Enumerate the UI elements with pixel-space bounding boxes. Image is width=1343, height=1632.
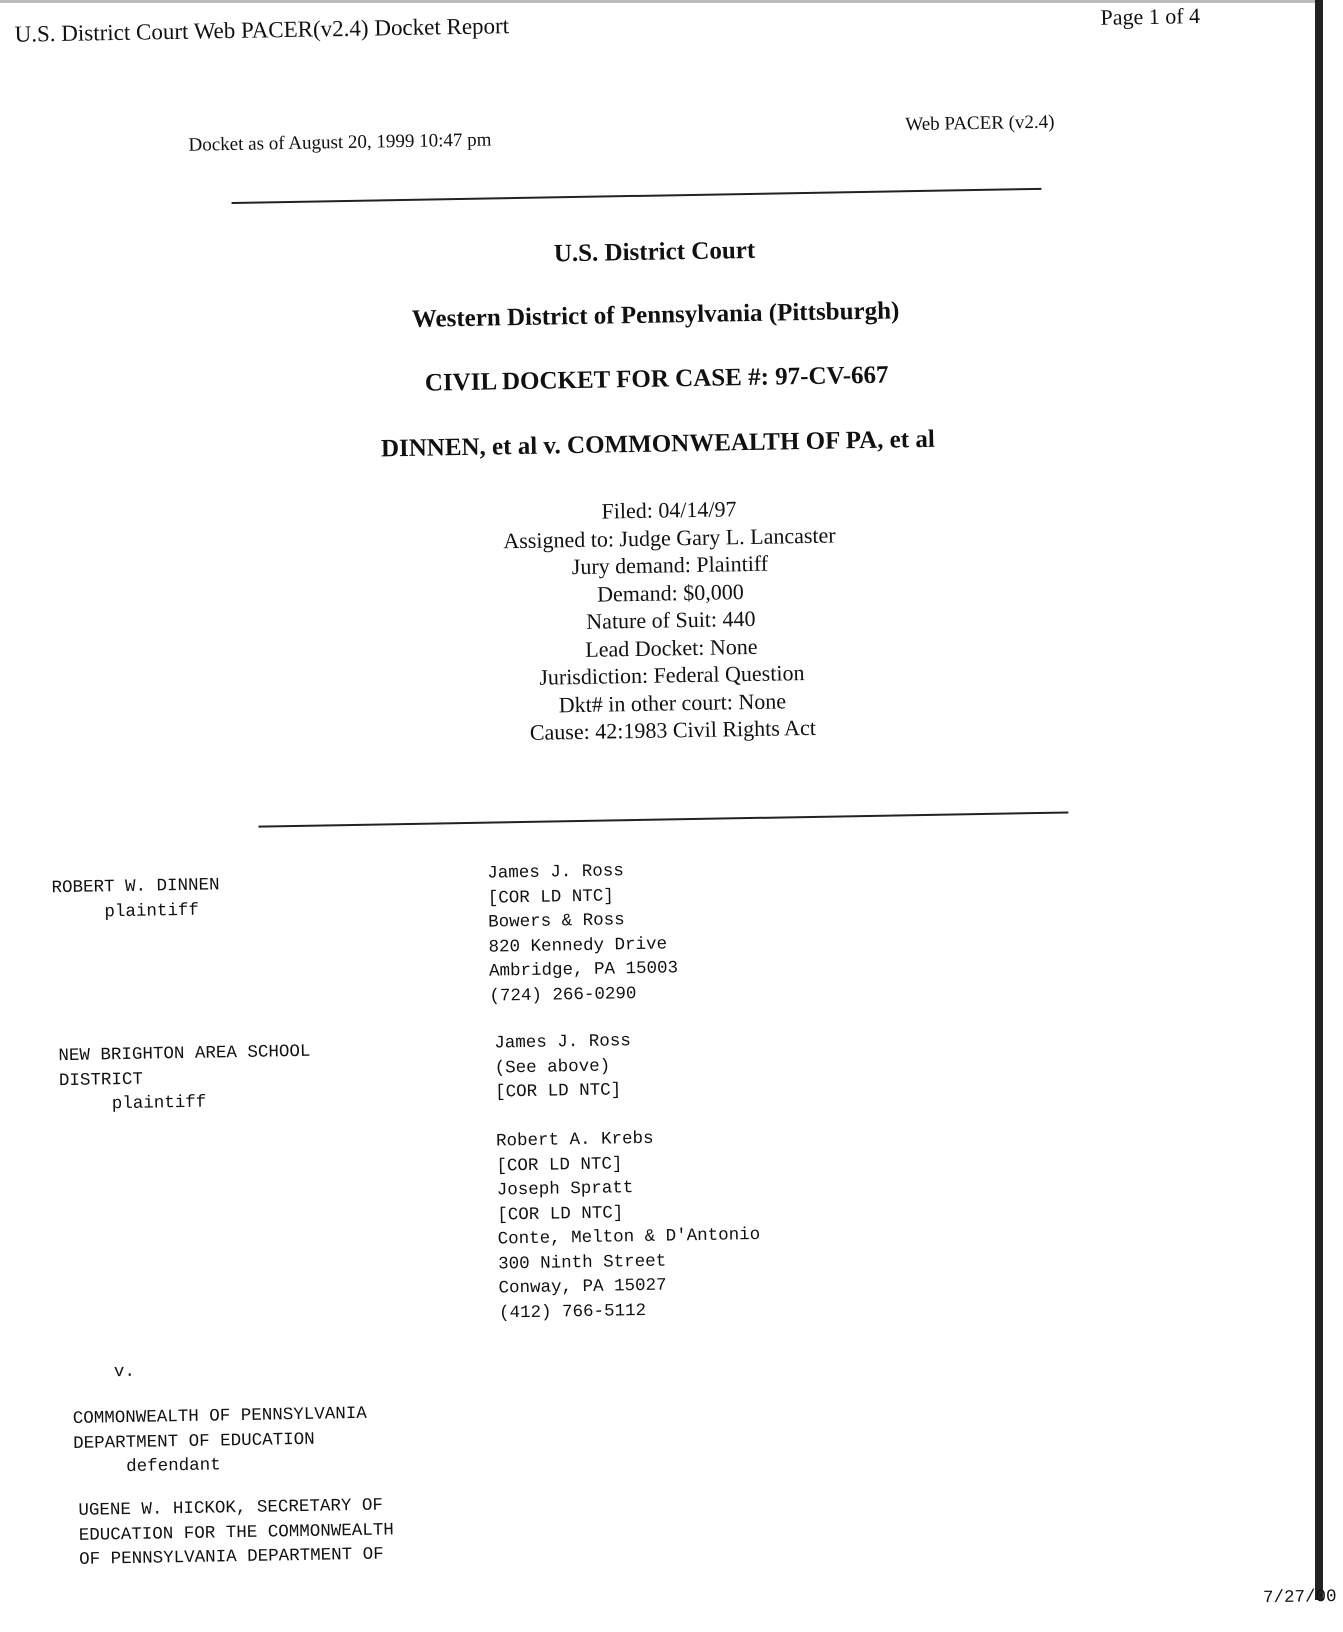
case-caption: DINNEN, et al v. COMMONWEALTH OF PA, et al	[380, 425, 935, 463]
lead-docket: Lead Docket: None	[585, 633, 758, 662]
docket-as-of: Docket as of August 20, 1999 10:47 pm	[188, 129, 492, 156]
assigned-judge: Assigned to: Judge Gary L. Lancaster	[503, 521, 836, 553]
party-name: NEW BRIGHTON AREA SCHOOL DISTRICT plaintiff	[58, 1041, 311, 1116]
print-date: 7/27/00	[1262, 1586, 1337, 1609]
court-name: U.S. District Court	[553, 236, 756, 268]
party-name: ROBERT W. DINNEN plaintiff	[51, 875, 220, 923]
defendant-name: UGENE W. HICKOK, SECRETARY OF EDUCATION FOR THE COMMONWEALTH OF PENNSYLVANIA DEPARTMENT OF	[78, 1495, 394, 1570]
jurisdiction: Jurisdiction: Federal Question	[539, 660, 805, 690]
report-title: U.S. District Court Web PACER(v2.4) Docket Report	[14, 13, 510, 47]
defendant-name: COMMONWEALTH OF PENNSYLVANIA DEPARTMENT OF EDUCATION defendant	[72, 1403, 367, 1478]
court-district: Western District of Pennsylvania (Pittsburgh)	[411, 297, 900, 333]
filed-date: Filed: 04/14/97	[601, 496, 737, 524]
divider	[258, 811, 1068, 827]
case-heading: CIVIL DOCKET FOR CASE #: 97-CV-667	[424, 361, 889, 397]
pacer-version: Web PACER (v2.4)	[905, 111, 1055, 136]
divider	[232, 188, 1042, 204]
party-counsel: James J. Ross (See above) [COR LD NTC] Robert A. Krebs [COR LD NTC] Joseph Spratt [COR LD NTC] Conte, Melton & D'Antonio 300 Ninth Street Conway, PA 15027 (412) 766-5112	[494, 1031, 761, 1323]
case-info	[259, 489, 1083, 751]
party-counsel: James J. Ross [COR LD NTC] Bowers & Ross 820 Kennedy Drive Ambridge, PA 15003 (724) 266-0290	[487, 861, 679, 1007]
nature-of-suit: Nature of Suit: 440	[586, 605, 756, 634]
demand: Demand: $0,000	[596, 578, 744, 607]
versus: v.	[113, 1361, 136, 1383]
jury-demand: Jury demand: Plaintiff	[571, 550, 769, 580]
page-indicator: Page 1 of 4	[1100, 3, 1201, 30]
cause: Cause: 42:1983 Civil Rights Act	[529, 714, 817, 745]
other-court-docket: Dkt# in other court: None	[558, 687, 787, 717]
